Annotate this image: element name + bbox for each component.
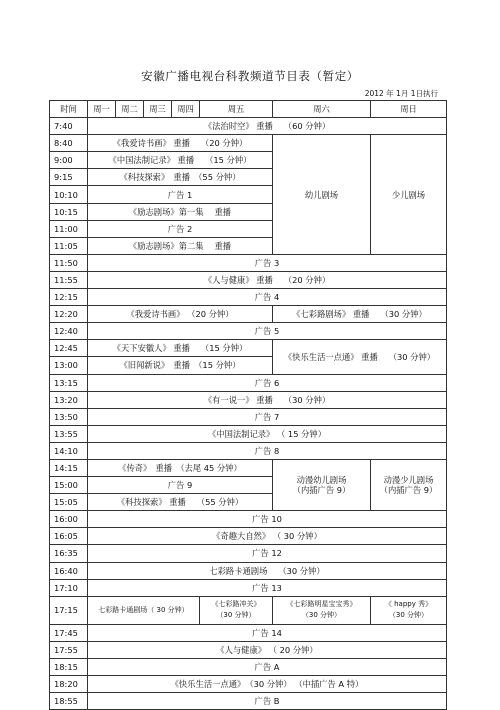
program-cell: 广告 B bbox=[88, 693, 447, 710]
table-row bbox=[50, 693, 447, 710]
block-line: 动漫少儿剧场 bbox=[383, 475, 434, 486]
program-cell: 《我爱诗书画》 （20 分钟） bbox=[88, 306, 273, 323]
time-cell: 14:15 bbox=[50, 459, 88, 476]
col-header: 周二 bbox=[116, 101, 144, 118]
program-cell: 《传奇》 重播 （去尾 45 分钟） bbox=[88, 459, 273, 476]
table-row bbox=[50, 545, 447, 562]
program-cell: 《奇趣大自然》 （ 30 分钟） bbox=[88, 528, 447, 545]
table-row bbox=[50, 391, 447, 408]
time-cell: 11:05 bbox=[50, 237, 88, 254]
program-cell: 《励志剧场》第一集 重播 bbox=[88, 203, 273, 220]
table-row bbox=[50, 459, 447, 476]
program-cell: 《天下安徽人》 重播 （15 分钟） bbox=[88, 340, 273, 357]
cell-line: （30 分钟） bbox=[216, 611, 256, 620]
time-cell: 15:00 bbox=[50, 477, 88, 494]
time-cell: 10:10 bbox=[50, 186, 88, 203]
table-row bbox=[50, 442, 447, 459]
program-cell: 《励志剧场》第二集 重播 bbox=[88, 237, 273, 254]
time-cell: 13:20 bbox=[50, 391, 88, 408]
header-row bbox=[50, 101, 447, 118]
table-row bbox=[50, 289, 447, 306]
col-header: 周一 bbox=[88, 101, 116, 118]
program-cell: 广告 5 bbox=[88, 323, 447, 340]
time-cell: 9:15 bbox=[50, 169, 88, 186]
schedule-table bbox=[49, 100, 447, 710]
time-cell: 10:15 bbox=[50, 203, 88, 220]
time-cell: 9:00 bbox=[50, 152, 88, 169]
program-cell: 广告 7 bbox=[88, 408, 447, 425]
time-cell: 17:15 bbox=[50, 596, 88, 624]
program-cell: 《法治时空》 重播 （60 分钟） bbox=[88, 118, 447, 135]
program-cell: 《我爱诗书画》 重播 （20 分钟） bbox=[88, 135, 273, 152]
weekend-program-cell: 《快乐生活一点通》 重播 （30 分钟） bbox=[273, 340, 447, 374]
time-cell: 13:50 bbox=[50, 408, 88, 425]
program-cell: 《科技探索》 重播 （55 分钟） bbox=[88, 169, 273, 186]
time-cell: 18:20 bbox=[50, 676, 88, 693]
program-cell: 七彩路卡通剧场（ 30 分钟） bbox=[88, 596, 200, 624]
program-cell: 《旧闻新说》 重播 （15 分钟） bbox=[88, 357, 273, 374]
program-cell: 广告 13 bbox=[88, 579, 447, 596]
time-cell: 16:00 bbox=[50, 511, 88, 528]
table-row bbox=[50, 511, 447, 528]
program-cell: 广告 1 bbox=[88, 186, 273, 203]
cell-line: （30 分钟） bbox=[301, 611, 342, 620]
table-row bbox=[50, 306, 447, 323]
table-row bbox=[50, 579, 447, 596]
col-header: 周日 bbox=[371, 101, 447, 118]
fri-evening-cell bbox=[200, 596, 273, 624]
program-cell: 《中国法制记录》 （ 15 分钟） bbox=[88, 425, 447, 442]
table-row bbox=[50, 528, 447, 545]
program-cell: 《中国法制记录》 重播 （15 分钟） bbox=[88, 152, 273, 169]
program-cell: 《快乐生活一点通》 （30 分钟） （中插广告 A 特） bbox=[88, 676, 447, 693]
sat-afternoon-block bbox=[273, 459, 371, 510]
time-cell: 16:40 bbox=[50, 562, 88, 579]
program-cell: 《人与健康》 （ 20 分钟） bbox=[88, 641, 447, 658]
page-title: 安徽广播电视台科教频道节目表（暂定） bbox=[141, 69, 359, 83]
time-cell: 13:55 bbox=[50, 425, 88, 442]
cell-line: 《七彩路明星宝宝秀》 bbox=[286, 600, 357, 609]
table-row bbox=[50, 562, 447, 579]
table-row bbox=[50, 271, 447, 288]
block-line: （内插广告 9） bbox=[379, 485, 438, 496]
time-cell: 17:10 bbox=[50, 579, 88, 596]
cell-line: 《七彩路冲关》 bbox=[211, 600, 261, 609]
cell-line: （30 分钟） bbox=[388, 611, 429, 620]
time-cell: 12:15 bbox=[50, 289, 88, 306]
time-cell: 16:35 bbox=[50, 545, 88, 562]
program-cell: 广告 4 bbox=[88, 289, 447, 306]
time-cell: 11:50 bbox=[50, 254, 88, 271]
time-cell: 12:20 bbox=[50, 306, 88, 323]
table-row bbox=[50, 425, 447, 442]
table-row bbox=[50, 254, 447, 271]
program-cell: 广告 2 bbox=[88, 220, 273, 237]
time-cell: 13:00 bbox=[50, 357, 88, 374]
table-row bbox=[50, 624, 447, 641]
time-cell: 17:55 bbox=[50, 641, 88, 658]
program-cell: 广告 12 bbox=[88, 545, 447, 562]
program-cell: 广告 14 bbox=[88, 624, 447, 641]
block-line: （内插广告 9） bbox=[292, 485, 351, 496]
time-cell: 17:45 bbox=[50, 624, 88, 641]
table-row bbox=[50, 658, 447, 675]
sat-block: 幼儿剧场 bbox=[273, 135, 371, 255]
table-row bbox=[50, 641, 447, 658]
block-line: 动漫幼儿剧场 bbox=[296, 475, 347, 486]
time-cell: 16:05 bbox=[50, 528, 88, 545]
col-header: 时间 bbox=[50, 101, 88, 118]
program-cell: 七彩路卡通剧场 （30 分钟） bbox=[88, 562, 447, 579]
sun-evening-cell bbox=[371, 596, 447, 624]
program-cell: 广告 8 bbox=[88, 442, 447, 459]
time-cell: 11:00 bbox=[50, 220, 88, 237]
table-row bbox=[50, 340, 447, 357]
time-cell: 15:05 bbox=[50, 494, 88, 511]
sat-evening-cell bbox=[273, 596, 371, 624]
program-cell: 广告 3 bbox=[88, 254, 447, 271]
time-cell: 13:15 bbox=[50, 374, 88, 391]
time-cell: 8:40 bbox=[50, 135, 88, 152]
col-header: 周四 bbox=[172, 101, 200, 118]
time-cell: 18:55 bbox=[50, 693, 88, 710]
cell-line: 《 happy 秀》 bbox=[384, 600, 433, 609]
effective-date: 2012 年 1月 1日执行 bbox=[364, 89, 438, 98]
table-row bbox=[50, 118, 447, 135]
table-row bbox=[50, 408, 447, 425]
time-cell: 12:45 bbox=[50, 340, 88, 357]
time-cell: 14:10 bbox=[50, 442, 88, 459]
program-cell: 《科技探索》 重播 （55 分钟） bbox=[88, 494, 273, 511]
program-cell: 广告 6 bbox=[88, 374, 447, 391]
table-row bbox=[50, 676, 447, 693]
sun-afternoon-block bbox=[371, 459, 447, 510]
program-cell: 《人与健康》 重播 （20 分钟） bbox=[88, 271, 447, 288]
sun-block: 少儿剧场 bbox=[371, 135, 447, 255]
table-row bbox=[50, 323, 447, 340]
table-row bbox=[50, 135, 447, 152]
program-cell: 广告 9 bbox=[88, 477, 273, 494]
time-cell: 12:40 bbox=[50, 323, 88, 340]
col-header: 周六 bbox=[273, 101, 371, 118]
program-cell: 广告 10 bbox=[88, 511, 447, 528]
table-row bbox=[50, 374, 447, 391]
time-cell: 18:15 bbox=[50, 658, 88, 675]
program-cell: 《有一说一》 重播 （30 分钟） bbox=[88, 391, 447, 408]
time-cell: 7:40 bbox=[50, 118, 88, 135]
col-header: 周五 bbox=[200, 101, 273, 118]
col-header: 周三 bbox=[144, 101, 172, 118]
weekend-program-cell: 《七彩路剧场》 重播 （30 分钟） bbox=[273, 306, 447, 323]
table-row bbox=[50, 596, 447, 624]
program-cell: 广告 A bbox=[88, 658, 447, 675]
time-cell: 11:55 bbox=[50, 271, 88, 288]
